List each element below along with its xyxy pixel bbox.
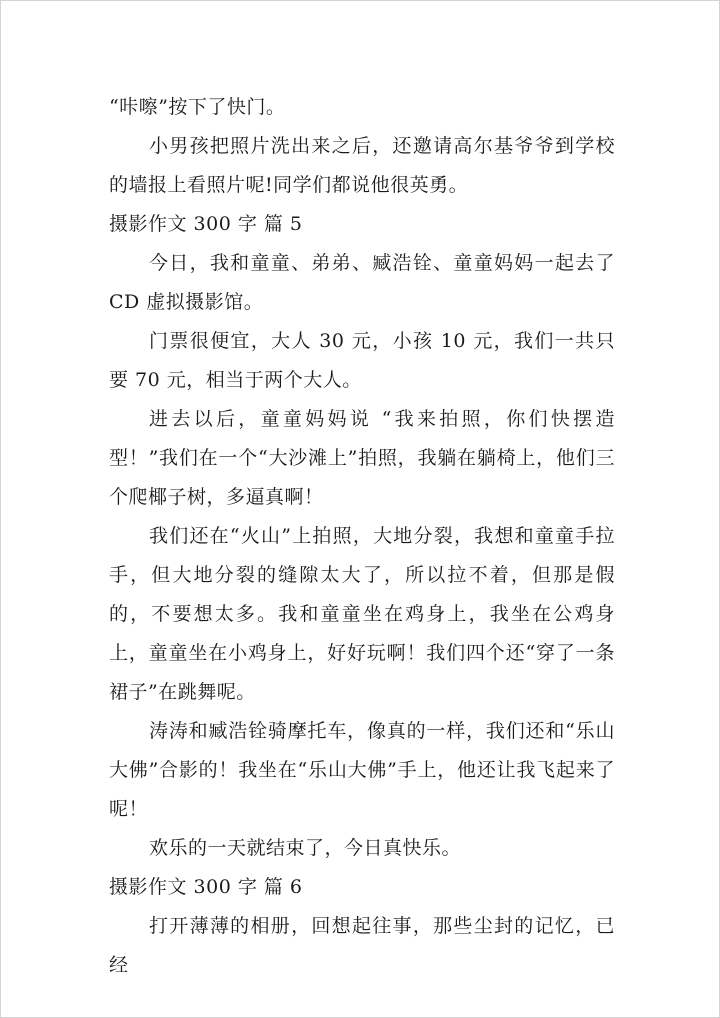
paragraph-studio-visit: 今日，我和童童、弟弟、臧浩铨、童童妈妈一起去了 CD 虚拟摄影馆。 bbox=[109, 252, 615, 313]
section-heading-6: 摄影作文 300 字 篇 6 bbox=[109, 876, 303, 898]
paragraph-photo-wall: 小男孩把照片洗出来之后，还邀请高尔基爷爷到学校的墙报上看照片呢!同学们都说他很英勇。 bbox=[109, 135, 615, 196]
paragraph-shutter: “咔嚓”按下了快门。 bbox=[109, 96, 286, 118]
paragraph-beach: 进去以后，童童妈妈说 “我来拍照，你们快摆造型！”我们在一个“大沙滩上”拍照，我躺在躺椅上，他们三个爬椰子树，多逼真啊！ bbox=[109, 408, 615, 508]
paragraph-happy-day: 欢乐的一天就结束了，今日真快乐。 bbox=[149, 837, 462, 859]
section-heading-5: 摄影作文 300 字 篇 5 bbox=[109, 213, 303, 235]
paragraph-buddha: 涛涛和臧浩铨骑摩托车，像真的一样，我们还和“乐山大佛”合影的！我坐在“乐山大佛”手上，他还让我飞起来了呢！ bbox=[109, 720, 615, 820]
paragraph-tickets: 门票很便宜，大人 30 元，小孩 10 元，我们一共只要 70 元，相当于两个大人。 bbox=[109, 330, 615, 391]
document-body bbox=[109, 88, 615, 985]
paragraph-album: 打开薄薄的相册，回想起往事，那些尘封的记忆，已经 bbox=[109, 915, 615, 976]
paragraph-volcano: 我们还在“火山”上拍照，大地分裂，我想和童童手拉手，但大地分裂的缝隙太大了，所以拉不着，但那是假的，不要想太多。我和童童坐在鸡身上，我坐在公鸡身上，童童坐在小鸡身上，好好玩啊！我们四个还“穿了一条裙子”在跳舞呢。 bbox=[109, 525, 615, 703]
